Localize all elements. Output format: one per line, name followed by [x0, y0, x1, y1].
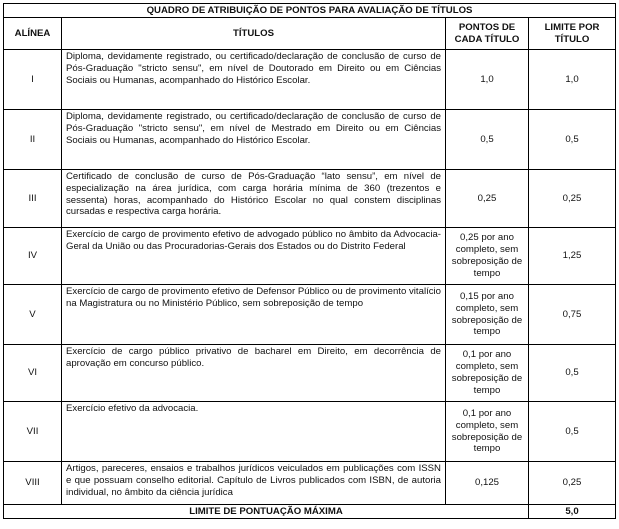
- row-limite: 0,5: [529, 402, 616, 462]
- row-titulo: Exercício de cargo público privativo de bacharel em Direito, em decorrência de aprovação em concurso público.: [62, 345, 446, 402]
- table-caption: QUADRO DE ATRIBUIÇÃO DE PONTOS PARA AVALIAÇÃO DE TÍTULOS: [4, 4, 616, 18]
- row-limite: 0,75: [529, 285, 616, 345]
- row-titulo: Exercício de cargo de provimento efetivo de Defensor Público ou de provimento vitalício na Magistratura ou no Ministério Público, sem sobreposição de tempo: [62, 285, 446, 345]
- row-alinea: III: [4, 170, 62, 228]
- row-titulo: Certificado de conclusão de curso de Pós-Graduação “lato sensu”, em nível de especialização na área jurídica, com carga horária mínima de 360 (trezentos e sessenta) horas, acompanhado do Histórico Escolar no qual constem disciplinas cursadas e respectiva carga horária.: [62, 170, 446, 228]
- header-alinea: ALÍNEA: [4, 18, 62, 50]
- row-pontos: 0,1 por ano completo, sem sobreposição de tempo: [446, 402, 529, 462]
- row-limite: 0,5: [529, 110, 616, 170]
- row-pontos: 0,25 por ano completo, sem sobreposição de tempo: [446, 228, 529, 285]
- row-pontos: 0,25: [446, 170, 529, 228]
- row-titulo: Diploma, devidamente registrado, ou certificado/declaração de conclusão de curso de Pós-Graduação "stricto sensu", em nível de Mestrado em Direito ou em Ciências Sociais ou Humanas, acompanhado do Histórico Escolar.: [62, 110, 446, 170]
- row-alinea: VIII: [4, 462, 62, 505]
- table-row: [4, 228, 616, 285]
- table-row: [4, 170, 616, 228]
- row-alinea: V: [4, 285, 62, 345]
- row-pontos: 0,5: [446, 110, 529, 170]
- points-table: [3, 3, 616, 519]
- document-page: [3, 3, 616, 519]
- row-limite: 1,25: [529, 228, 616, 285]
- row-alinea: VII: [4, 402, 62, 462]
- table-header-row: [4, 18, 616, 50]
- table-row: [4, 402, 616, 462]
- footer-label: LIMITE DE PONTUAÇÃO MÁXIMA: [4, 505, 529, 519]
- row-alinea: IV: [4, 228, 62, 285]
- row-alinea: I: [4, 50, 62, 110]
- row-titulo: Exercício efetivo da advocacia.: [62, 402, 446, 462]
- row-titulo: Exercício de cargo de provimento efetivo de advogado público no âmbito da Advocacia-Geral da União ou das Procuradorias-Gerais dos Estados ou do Distrito Federal: [62, 228, 446, 285]
- row-pontos: 1,0: [446, 50, 529, 110]
- row-limite: 1,0: [529, 50, 616, 110]
- row-limite: 0,5: [529, 345, 616, 402]
- row-alinea: II: [4, 110, 62, 170]
- footer-value: 5,0: [529, 505, 616, 519]
- row-titulo: Artigos, pareceres, ensaios e trabalhos jurídicos veiculados em publicações com ISSN e que possuam conselho editorial. Capítulo de Livros publicados com ISBN, de autoria individual, no âmbito da ciência jurídica: [62, 462, 446, 505]
- table-row: [4, 285, 616, 345]
- row-pontos: 0,15 por ano completo, sem sobreposição de tempo: [446, 285, 529, 345]
- row-alinea: VI: [4, 345, 62, 402]
- table-row: [4, 50, 616, 110]
- table-row: [4, 345, 616, 402]
- header-titulos: TÍTULOS: [62, 18, 446, 50]
- table-caption-row: [4, 4, 616, 18]
- row-limite: 0,25: [529, 170, 616, 228]
- row-pontos: 0,1 por ano completo, sem sobreposição de tempo: [446, 345, 529, 402]
- row-limite: 0,25: [529, 462, 616, 505]
- table-footer-row: [4, 505, 616, 519]
- row-pontos: 0,125: [446, 462, 529, 505]
- table-row: [4, 462, 616, 505]
- header-pontos: PONTOS DE CADA TÍTULO: [446, 18, 529, 50]
- table-row: [4, 110, 616, 170]
- header-limite: LIMITE POR TÍTULO: [529, 18, 616, 50]
- row-titulo: Diploma, devidamente registrado, ou certificado/declaração de conclusão de curso de Pós-Graduação "stricto sensu", em nível de Doutorado em Direito ou em Ciências Sociais ou Humanas, acompanhado do Histórico Escolar.: [62, 50, 446, 110]
